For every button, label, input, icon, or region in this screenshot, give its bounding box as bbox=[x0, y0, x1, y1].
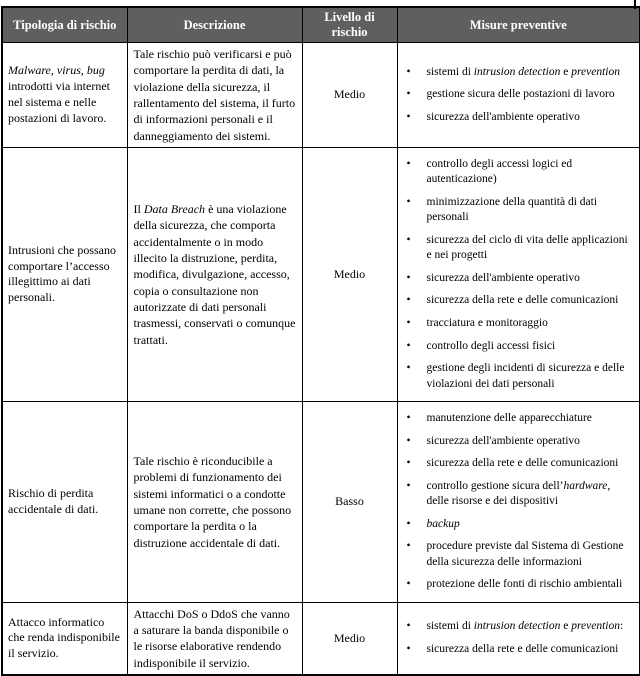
text-run: Tale rischio è riconducibile a problemi di funzionamento dei sistemi informatici o a condotte umane non corrette, che possono comportare la perdita o la distruzione accidentale di dati. bbox=[133, 453, 292, 550]
text-run-italic: intrusion detection bbox=[473, 620, 561, 633]
text-run: gestione sicura delle postazioni di lavoro bbox=[426, 88, 615, 101]
text-run: controllo gestione sicura dell’ bbox=[426, 479, 564, 492]
text-run: protezione delle fonti di rischio ambientali bbox=[426, 578, 623, 591]
text-run: sicurezza della rete e delle comunicazioni bbox=[426, 642, 619, 655]
header-livello-di-rischio: Livello di rischio bbox=[302, 7, 397, 43]
misura-item bbox=[398, 157, 636, 188]
misure-list bbox=[398, 157, 636, 392]
text-run: sicurezza del ciclo di vita delle applicazioni e nei progetti bbox=[426, 233, 628, 262]
text-run: introdotti via internet nel sistema e nelle postazioni di lavoro. bbox=[8, 79, 110, 125]
misura-item bbox=[398, 539, 636, 570]
text-run: Il bbox=[133, 202, 144, 217]
misura-item bbox=[398, 195, 636, 226]
misure-list bbox=[398, 65, 636, 126]
misura-item bbox=[398, 65, 636, 81]
misure-list bbox=[398, 411, 636, 593]
text-run: Intrusioni che possano comportare l’accesso illegittimo ai dati personali. bbox=[8, 242, 116, 305]
table-row bbox=[2, 602, 640, 675]
text-run: , delle risorse e dei dispositivi bbox=[426, 479, 611, 508]
text-run: sicurezza della rete e delle comunicazioni bbox=[426, 457, 619, 470]
text-run: sicurezza della rete e delle comunicazioni bbox=[426, 294, 619, 307]
text-run: Attacchi DoS o DdoS che vanno a saturare la banda disponibile o le risorse elaborative rendendo indisponibile il servizio. bbox=[133, 606, 290, 670]
cell-descrizione bbox=[127, 147, 302, 401]
misura-item bbox=[398, 110, 636, 126]
risk-table bbox=[1, 6, 640, 676]
text-run-italic: backup bbox=[426, 517, 460, 530]
stray-mark bbox=[634, 0, 636, 9]
text-run-italic: Malware, virus, bug bbox=[8, 63, 105, 78]
text-run: gestione degli incidenti di sicurezza e delle violazioni dei dati personali bbox=[426, 362, 625, 390]
misura-item bbox=[398, 411, 636, 427]
text-run-italic: prevention bbox=[571, 65, 620, 78]
text-run: Tale rischio può verificarsi e può comportare la perdita di dati, la violazione della sicurezza, il rallentamento del sistema, il furto di informazioni personali e il danneggiamento dei sistemi. bbox=[133, 47, 296, 143]
cell-misure-preventive bbox=[397, 402, 640, 603]
table-header-row bbox=[2, 7, 640, 43]
cell-livello-di-rischio: Medio bbox=[302, 147, 397, 401]
text-run: tracciatura e monitoraggio bbox=[426, 317, 548, 329]
text-run: controllo degli accessi logici ed autenticazione) bbox=[426, 157, 573, 186]
misura-item bbox=[398, 619, 636, 635]
text-run-italic: Data Breach bbox=[143, 202, 206, 217]
misura-item bbox=[398, 479, 636, 510]
misura-item bbox=[398, 434, 636, 450]
text-run: Rischio di perdita accidentale di dati. bbox=[8, 486, 99, 516]
text-run: : bbox=[619, 620, 624, 633]
cell-tipologia bbox=[2, 43, 127, 148]
cell-misure-preventive bbox=[397, 147, 640, 401]
text-run: Attacco informatico che renda indisponibile il servizio. bbox=[8, 614, 120, 661]
misura-item bbox=[398, 361, 636, 392]
cell-misure-preventive bbox=[397, 602, 640, 675]
cell-tipologia bbox=[2, 602, 127, 675]
cell-livello-di-rischio: Medio bbox=[302, 43, 397, 148]
cell-descrizione bbox=[127, 402, 302, 603]
text-run: procedure previste dal Sistema di Gestione della sicurezza delle informazioni bbox=[426, 540, 624, 568]
table-row bbox=[2, 43, 640, 148]
table-row bbox=[2, 402, 640, 603]
text-run: è una violazione della sicurezza, che comporta accidentalmente o in modo illecito la distruzione, perdita, modifica, divulgazione, accesso, copia o consultazione non autorizzate di dati personali trasmessi, conservati o comunque trattati. bbox=[133, 202, 296, 347]
cell-tipologia bbox=[2, 402, 127, 603]
cell-misure-preventive bbox=[397, 43, 640, 148]
misura-item bbox=[398, 339, 636, 355]
misura-item bbox=[398, 316, 636, 332]
misura-item bbox=[398, 642, 636, 658]
text-run-italic: intrusion detection bbox=[473, 65, 561, 78]
misura-item bbox=[398, 456, 636, 472]
misura-item bbox=[398, 87, 636, 103]
text-run: sicurezza dell'ambiente operativo bbox=[426, 271, 580, 284]
text-run: e bbox=[560, 620, 572, 633]
misura-item bbox=[398, 577, 636, 593]
cell-tipologia bbox=[2, 147, 127, 401]
misura-item bbox=[398, 517, 636, 533]
misura-item bbox=[398, 271, 636, 287]
text-run: sistemi di bbox=[426, 620, 474, 633]
table-body bbox=[2, 43, 640, 675]
text-run: sicurezza dell'ambiente operativo bbox=[426, 110, 580, 123]
text-run-italic: hardware bbox=[563, 479, 608, 492]
text-run: sicurezza dell'ambiente operativo bbox=[426, 434, 580, 447]
header-descrizione: Descrizione bbox=[127, 7, 302, 43]
text-run: e bbox=[560, 65, 572, 78]
misura-item bbox=[398, 233, 636, 264]
text-run: sistemi di bbox=[426, 65, 474, 78]
header-tipologia-di-rischio: Tipologia di rischio bbox=[2, 7, 127, 43]
table-row bbox=[2, 147, 640, 401]
header-misure-preventive: Misure preventive bbox=[397, 7, 640, 43]
text-run: manutenzione delle apparecchiature bbox=[426, 412, 592, 425]
misura-item bbox=[398, 293, 636, 309]
text-run: minimizzazione della quantità di dati personali bbox=[426, 195, 598, 224]
cell-livello-di-rischio: Medio bbox=[302, 602, 397, 675]
cell-livello-di-rischio: Basso bbox=[302, 402, 397, 603]
cell-descrizione bbox=[127, 43, 302, 148]
cell-descrizione bbox=[127, 602, 302, 675]
text-run: controllo degli accessi fisici bbox=[426, 339, 556, 352]
text-run-italic: prevention bbox=[571, 620, 620, 633]
